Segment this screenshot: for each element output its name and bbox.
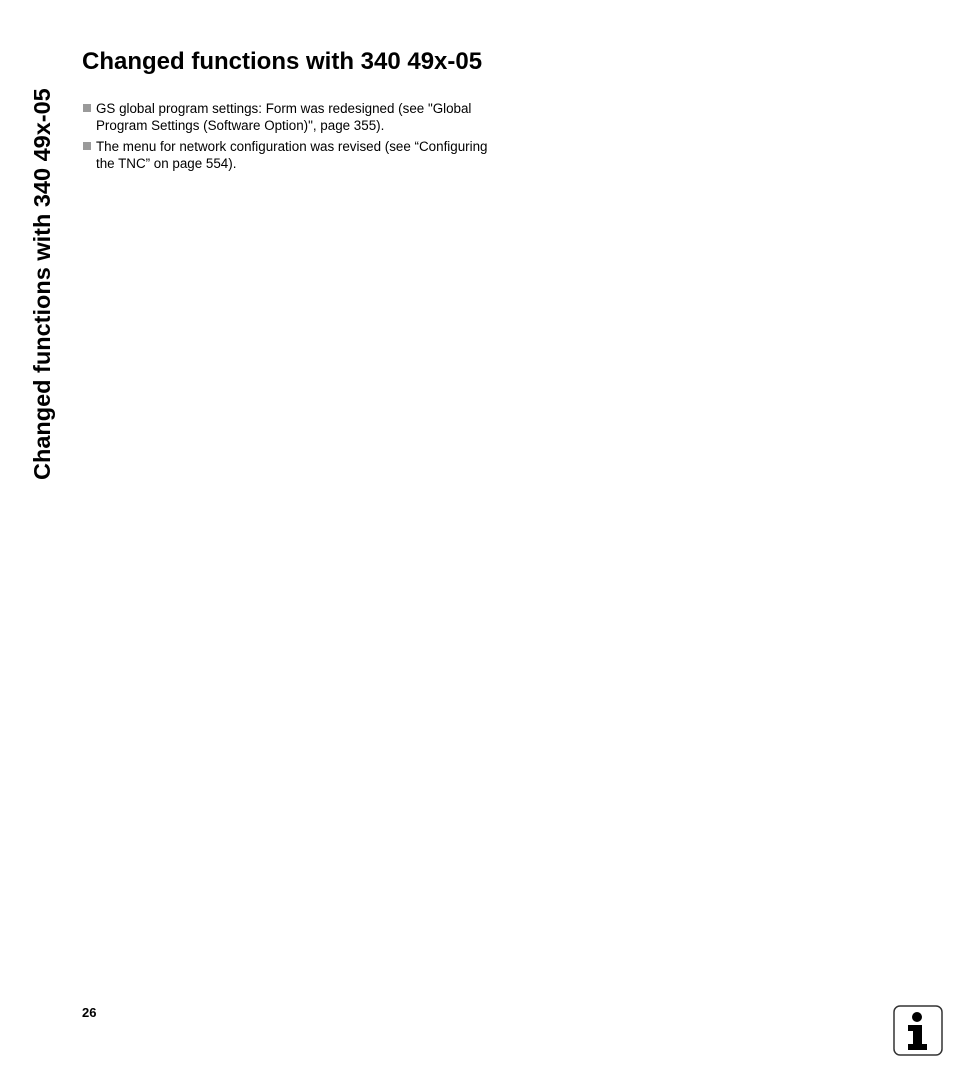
list-item — [82, 138, 532, 172]
change-list — [82, 100, 532, 176]
running-chapter-title: Changed functions with 340 49x-05 — [29, 88, 55, 480]
list-item-text-line: The menu for network configuration was revised (see “Configuring — [96, 139, 488, 154]
page-number: 26 — [82, 1005, 97, 1020]
square-bullet-icon — [83, 104, 91, 112]
list-item-text-line: Program Settings (Software Option)", page 355). — [96, 118, 385, 133]
list-item-text-line: the TNC” on page 554). — [96, 156, 237, 171]
page-title: Changed functions with 340 49x-05 — [82, 48, 483, 75]
list-item — [82, 100, 532, 134]
square-bullet-icon — [83, 142, 91, 150]
list-item-text-line: GS global program settings: Form was redesigned (see "Global — [96, 101, 472, 116]
info-icon — [893, 1005, 943, 1056]
